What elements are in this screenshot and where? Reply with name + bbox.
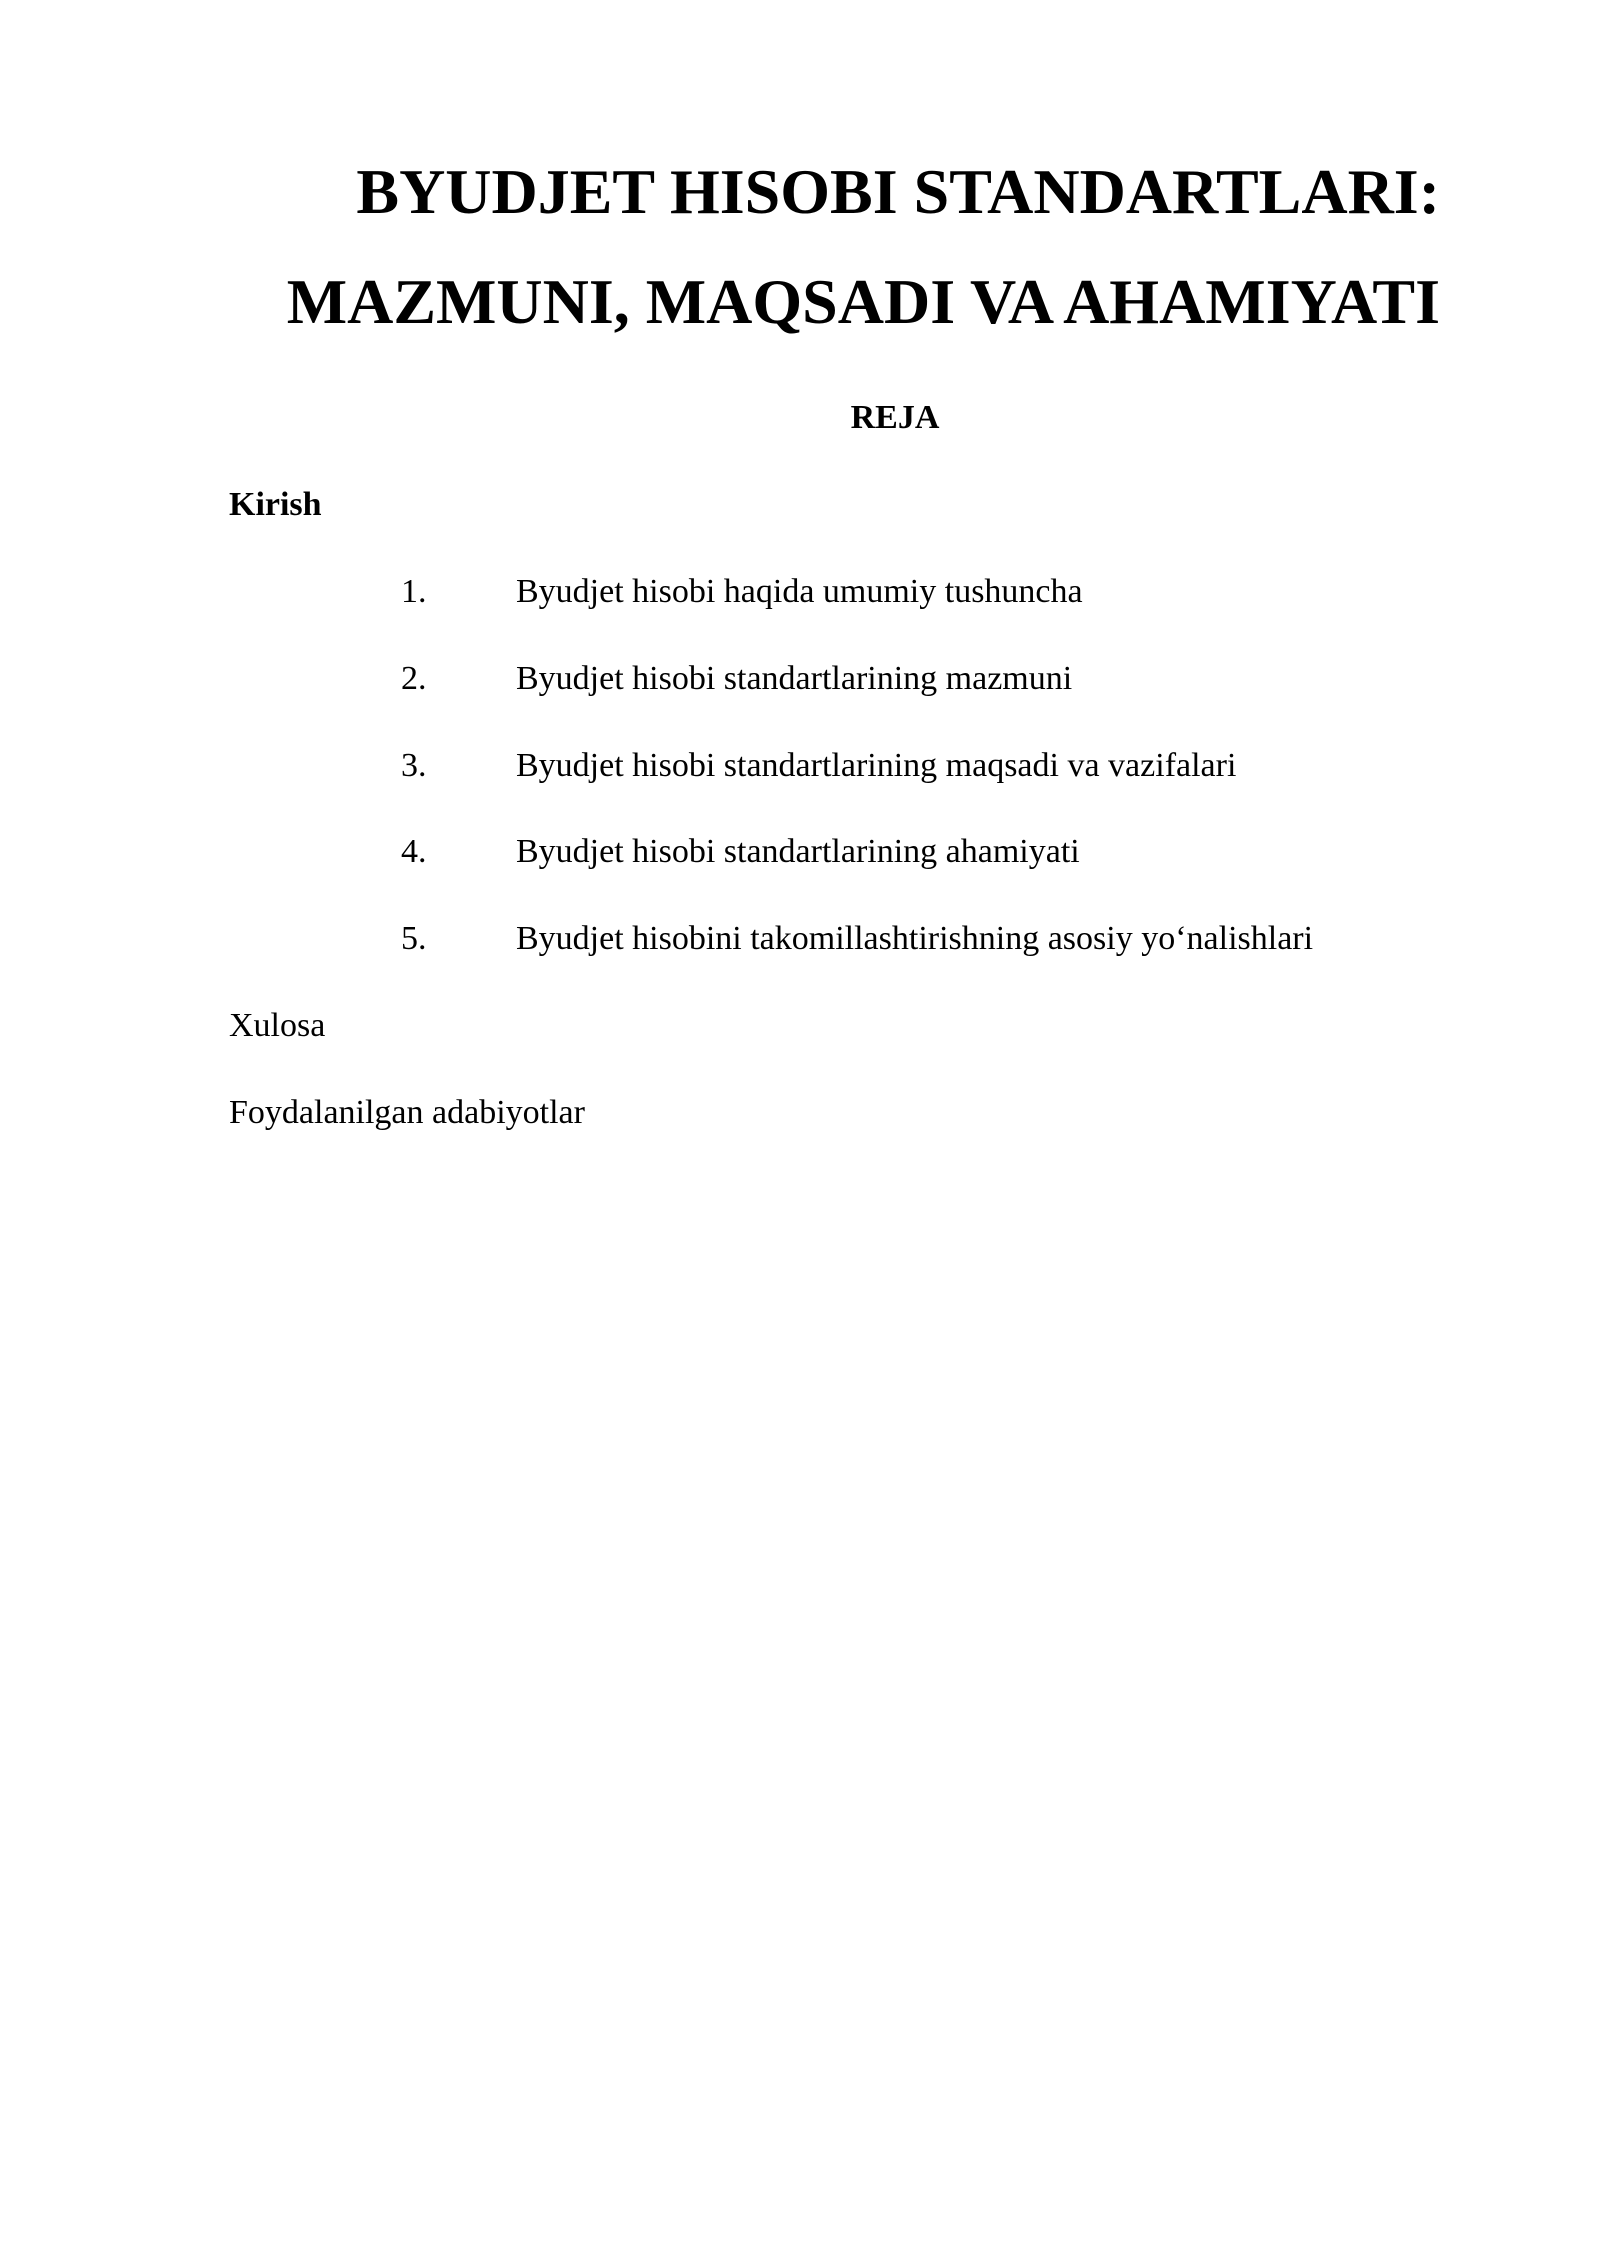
document-title-line-2: MAZMUNI, MAQSADI VA AHAMIYATI [286,266,1440,337]
conclusion-heading: Xulosa [229,1007,326,1044]
plan-item-text: Byudjet hisobi standartlarining ahamiyati [516,833,1080,870]
plan-heading [0,401,1600,435]
plan-item-number: 4. [401,833,427,870]
plan-item-number: 2. [401,660,427,697]
references-heading: Foydalanilgan adabiyotlar [229,1094,585,1131]
plan-item-text: Byudjet hisobi standartlarining mazmuni [516,660,1073,697]
plan-item-text: Byudjet hisobi standartlarining maqsadi va vazifalari [516,747,1237,784]
plan-item-number: 1. [401,573,427,610]
document-title-line-1: BYUDJET HISOBI STANDARTLARI: [356,156,1440,227]
plan-item-text: Byudjet hisobi haqida umumiy tushuncha [516,573,1083,610]
plan-item-number: 3. [401,747,427,784]
plan-item-text: Byudjet hisobini takomillashtirishning asosiy yo‘nalishlari [516,920,1314,957]
intro-heading: Kirish [229,486,322,523]
plan-heading-text: REJA [850,399,940,436]
plan-item-number: 5. [401,920,427,957]
